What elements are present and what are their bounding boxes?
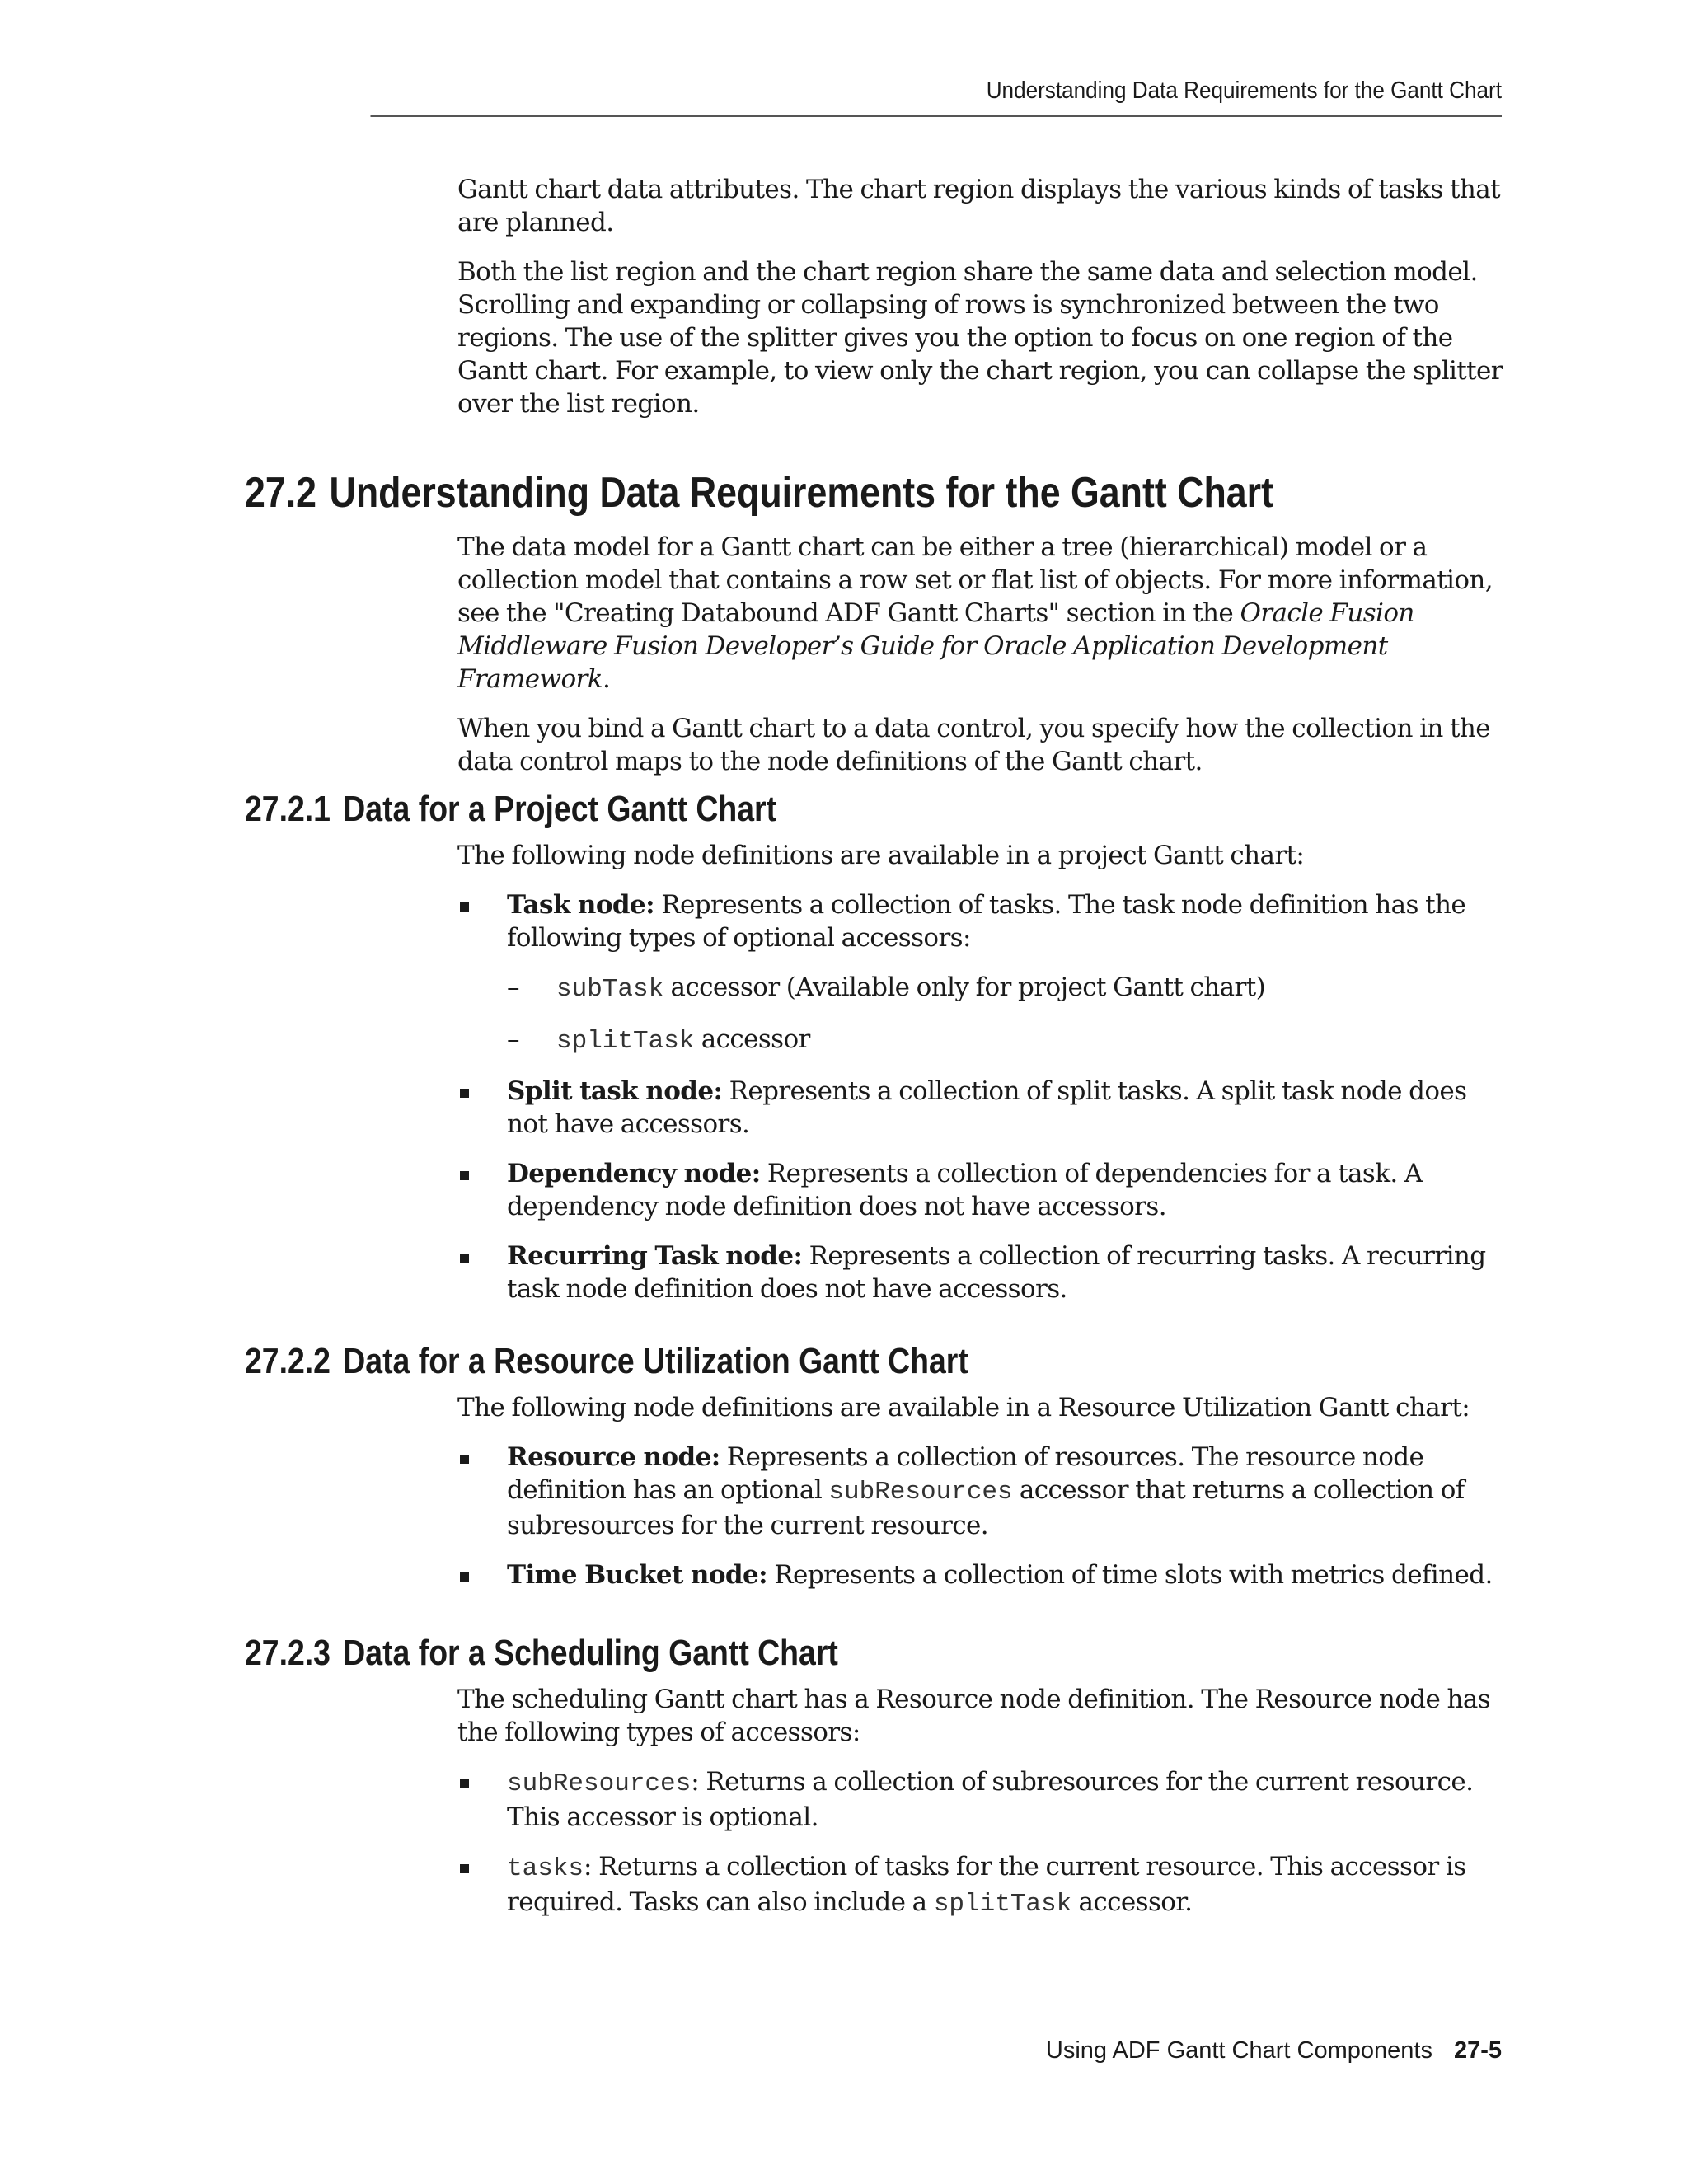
resource-node-text-1: Represents a collection of resources. The resource node definition has an optional	[507, 1442, 1424, 1505]
subresources-accessor-text: : Returns a collection of subresources for the current resource. This accessor is optional.	[507, 1767, 1474, 1832]
recurring-task-node-text: Represents a collection of recurring tasks. A recurring task node definition does not have accessors.	[507, 1241, 1486, 1304]
list-item-task-node	[457, 888, 1504, 1058]
splittask-text: accessor	[694, 1024, 810, 1054]
list-item-subtask-accessor	[507, 971, 1504, 1006]
section-27-2-number: 27.2	[245, 469, 317, 517]
intro-paragraph-2: Both the list region and the chart region share the same data and selection model. Scrolling and expanding or collapsing of rows is synchronized between the two regions. The use of the splitter gives you the option to focus on one region of the Gantt chart. For example, to view only the chart region, you can collapse the splitter over the list region.	[457, 257, 1503, 419]
splittask-code: splitTask	[556, 1027, 695, 1056]
tasks-accessor-text-2: accessor.	[1071, 1887, 1193, 1917]
list-item-dependency-node	[457, 1157, 1504, 1223]
list-item-splittask-accessor	[507, 1023, 1504, 1058]
resource-node-label: Resource node:	[507, 1442, 720, 1472]
running-header-title: Understanding Data Requirements for the Gantt Chart	[986, 77, 1502, 104]
task-accessor-list	[507, 971, 1504, 1058]
split-task-node-text: Represents a collection of split tasks. A split task node does not have accessors.	[507, 1076, 1467, 1139]
list-item-subresources-accessor	[457, 1765, 1504, 1834]
resource-utilization-node-list	[457, 1441, 1504, 1591]
section-27-2-3-body	[457, 1683, 1504, 1921]
section-27-2-2-heading	[245, 1340, 968, 1383]
subtask-text: accessor (Available only for project Gantt chart)	[663, 972, 1266, 1002]
scheduling-accessor-list	[457, 1765, 1504, 1921]
section-27-2-1-title: Data for a Project Gantt Chart	[343, 789, 777, 829]
task-node-label: Task node:	[507, 890, 654, 920]
project-node-list	[457, 888, 1504, 1305]
dependency-node-text: Represents a collection of dependencies for a task. A dependency node definition does not have accessors.	[507, 1159, 1423, 1221]
intro-block	[457, 173, 1504, 420]
section-27-2-1-body	[457, 839, 1504, 1305]
list-item-resource-node	[457, 1441, 1504, 1542]
section-27-2-3-intro: The scheduling Gantt chart has a Resource node definition. The Resource node has the following types of accessors:	[457, 1685, 1491, 1747]
section-27-2-2-number: 27.2.2	[245, 1341, 331, 1381]
section-27-2-paragraph-2: When you bind a Gantt chart to a data control, you specify how the collection in the data control maps to the node definitions of the Gantt chart.	[457, 714, 1491, 776]
dependency-node-label: Dependency node:	[507, 1159, 761, 1188]
tasks-accessor-text-1: : Returns a collection of tasks for the current resource. This accessor is required. Tasks can also include a	[507, 1852, 1466, 1917]
oracle-guide-reference: Oracle Fusion Middleware Fusion Developer’s Guide for Oracle Application Development Framework	[457, 598, 1414, 694]
page-number: 27-5	[1453, 2037, 1502, 2064]
section-27-2-1-number: 27.2.1	[245, 789, 331, 829]
tasks-accessor-code: tasks	[507, 1854, 584, 1883]
section-27-2-2-body	[457, 1391, 1504, 1591]
page-footer	[1046, 2036, 1502, 2065]
list-item-split-task-node	[457, 1075, 1504, 1141]
splittask-accessor-code: splitTask	[933, 1890, 1072, 1919]
section-27-2-2-intro: The following node definitions are available in a Resource Utilization Gantt chart:	[457, 1393, 1470, 1422]
section-27-2-heading	[245, 468, 1273, 518]
list-item-recurring-task-node	[457, 1240, 1504, 1305]
time-bucket-node-text: Represents a collection of time slots with metrics defined.	[767, 1560, 1493, 1590]
section-27-2-paragraph-1	[457, 531, 1504, 696]
subtask-code: subTask	[556, 975, 664, 1004]
resource-node-text-2: accessor that returns a collection of subresources for the current resource.	[507, 1475, 1465, 1540]
section-27-2-3-heading	[245, 1632, 838, 1675]
section-27-2-title: Understanding Data Requirements for the Gantt Chart	[329, 469, 1273, 517]
section-27-2-1-heading	[245, 788, 776, 831]
subresources-code: subResources	[828, 1478, 1013, 1507]
section-27-2-1-intro: The following node definitions are available in a project Gantt chart:	[457, 841, 1305, 870]
footer-book-title: Using ADF Gantt Chart Components	[1045, 2037, 1432, 2064]
section-27-2-2-title: Data for a Resource Utilization Gantt Chart	[343, 1341, 968, 1381]
time-bucket-node-label: Time Bucket node:	[507, 1560, 767, 1590]
section-27-2-p1-end: .	[602, 664, 611, 694]
task-node-text: Represents a collection of tasks. The task node definition has the following types of optional accessors:	[507, 890, 1466, 953]
split-task-node-label: Split task node:	[507, 1076, 723, 1106]
section-27-2-p1-text: The data model for a Gantt chart can be either a tree (hierarchical) model or a collection model that contains a row set or flat list of objects. For more information, see the "Creating Databound ADF Gantt Charts" section in the	[457, 532, 1493, 628]
running-header	[371, 76, 1503, 117]
intro-paragraph-1: Gantt chart data attributes. The chart region displays the various kinds of tasks that are planned.	[457, 175, 1500, 237]
list-item-time-bucket-node	[457, 1558, 1504, 1591]
section-27-2-3-number: 27.2.3	[245, 1633, 331, 1673]
list-item-tasks-accessor	[457, 1850, 1504, 1921]
section-27-2-body	[457, 531, 1504, 778]
subresources-accessor-code: subResources	[507, 1769, 692, 1798]
section-27-2-3-title: Data for a Scheduling Gantt Chart	[343, 1633, 838, 1673]
recurring-task-node-label: Recurring Task node:	[507, 1241, 803, 1271]
